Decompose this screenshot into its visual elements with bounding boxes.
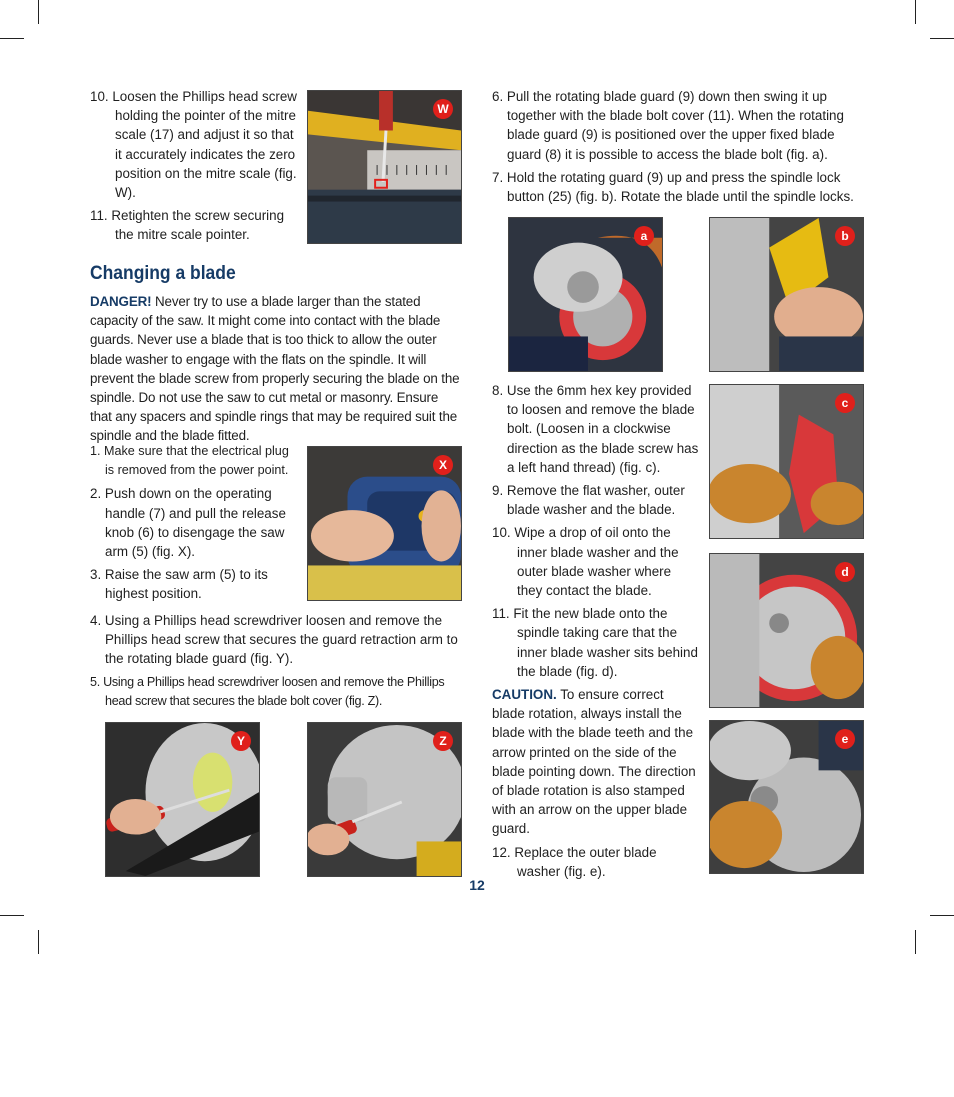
item-text: Make sure that the electrical plug is removed from the power point. (104, 444, 289, 478)
crop-mark (930, 38, 954, 39)
item-text: Using a Phillips head screwdriver loosen and remove the Phillips head screw that secures the blade bolt cover (fig. Z). (103, 674, 445, 708)
item-number: 6. (492, 89, 504, 104)
figure-label: a (634, 226, 654, 246)
figure-label: b (835, 226, 855, 246)
item-text: Hold the rotating guard (9) up and press the spindle lock button (25) (fig. b). Rotate the blade until the spindle locks. (506, 169, 854, 205)
item-number: 7. (492, 169, 504, 185)
crop-mark (38, 0, 39, 24)
figure-b (709, 217, 864, 372)
list-item (90, 673, 460, 711)
list-item (90, 87, 300, 202)
list-item (492, 381, 700, 477)
list-item (492, 843, 700, 881)
item-text: Replace the outer blade washer (fig. e). (514, 844, 657, 879)
item-number: 11. (492, 606, 510, 622)
list-item (90, 565, 300, 603)
figure-label: d (835, 562, 855, 582)
figure-label: c (835, 393, 855, 413)
item-text: Remove the flat washer, outer blade washer and the blade. (506, 483, 685, 518)
list-item (492, 481, 700, 519)
item-text: Raise the saw arm (5) to its highest position. (104, 567, 268, 602)
left-top-items (90, 87, 300, 249)
left-section (90, 248, 460, 446)
right-steps-6-7 (492, 87, 864, 210)
item-number: 4. (90, 613, 102, 628)
list-item (492, 168, 864, 206)
list-item (492, 604, 700, 681)
list-item (90, 442, 300, 480)
figure-d (709, 553, 864, 708)
item-text: Retighten the screw securing the mitre scale pointer. (111, 208, 285, 243)
figure-label: W (433, 99, 453, 119)
item-text: Loosen the Phillips head screw holding the pointer of the mitre scale (17) and adjust it so that it accurately indicates the zero position on the mitre scale (fig. W). (112, 89, 297, 201)
figure-label: X (433, 455, 453, 475)
left-steps-4-5 (90, 611, 460, 715)
item-text: Pull the rotating blade guard (9) down then swing it up together with the blade bolt cover (11). When the rotating blade guard (9) is positioned over the upper fixed blade guard (8) it is possible to access the blade bolt (fig. a). (506, 89, 844, 162)
list-item (90, 611, 460, 669)
danger-paragraph (90, 292, 460, 446)
figure-label: e (835, 729, 855, 749)
left-steps-1-3 (90, 442, 300, 608)
item-text: Push down on the operating handle (7) and pull the release knob (6) to disengage the saw arm (5) (fig. X). (104, 486, 286, 560)
item-text: Wipe a drop of oil onto the inner blade washer and the outer blade washer where they contact the blade. (514, 525, 679, 599)
caution-label: CAUTION. (492, 687, 557, 703)
item-number: 2. (90, 486, 102, 502)
item-number: 3. (90, 567, 102, 583)
page-number: 12 (469, 877, 485, 893)
crop-mark (915, 0, 916, 24)
crop-mark (915, 930, 916, 954)
item-number: 9. (492, 483, 504, 499)
figure-c (709, 384, 864, 539)
caution-text: To ensure correct blade rotation, always install the blade with the blade teeth and the arrow printed on the side of the blade pointing down. The direction of blade rotation is also stamped with an arrow on the upper blade guard. (492, 687, 696, 837)
crop-mark (0, 38, 24, 39)
figure-y (105, 722, 260, 877)
item-number: 11. (90, 208, 108, 224)
item-number: 12. (492, 844, 511, 860)
danger-label: DANGER! (90, 294, 152, 309)
figure-e (709, 720, 864, 874)
item-text: Use the 6mm hex key provided to loosen and remove the blade bolt. (Loosen in a clockwise direction as the blade screw has a left hand thread) (fig. c). (506, 383, 699, 475)
item-text: Using a Phillips head screwdriver loosen and remove the Phillips head screw that secures the guard retraction arm to the rotating blade guard (fig. Y). (104, 613, 458, 667)
item-text: Fit the new blade onto the spindle taking care that the inner blade washer sits behind the blade (fig. d). (513, 606, 698, 679)
caution-paragraph (492, 685, 700, 839)
figure-label: Z (433, 731, 453, 751)
list-item (492, 87, 864, 164)
section-title: Changing a blade (90, 263, 236, 284)
crop-mark (930, 915, 954, 916)
item-number: 10. (492, 525, 511, 541)
list-item (90, 206, 300, 244)
item-number: 10. (90, 89, 109, 104)
figure-x (307, 446, 462, 601)
figure-z (307, 722, 462, 877)
figure-label: Y (231, 731, 251, 751)
item-number: 5. (90, 674, 100, 689)
item-number: 8. (492, 383, 504, 398)
danger-text: Never try to use a blade larger than the stated capacity of the saw. It might come into contact with the blade guards. Never use a blade that is too thick to allow the outer blade washer to engage with the flats on the spindle. It will prevent the blade screw from properly securing the blade on the spindle. Do not use the saw to cut metal or masonry. Ensure that any spacers and spindle rings that may be required suit the spindle and the blade fitted. (90, 294, 460, 444)
crop-mark (0, 915, 24, 916)
crop-mark (38, 930, 39, 954)
figure-a (508, 217, 663, 372)
item-number: 1. (90, 444, 101, 458)
list-item (90, 484, 300, 561)
list-item (492, 523, 700, 600)
right-steps-8-12 (492, 381, 700, 885)
figure-w (307, 90, 462, 244)
